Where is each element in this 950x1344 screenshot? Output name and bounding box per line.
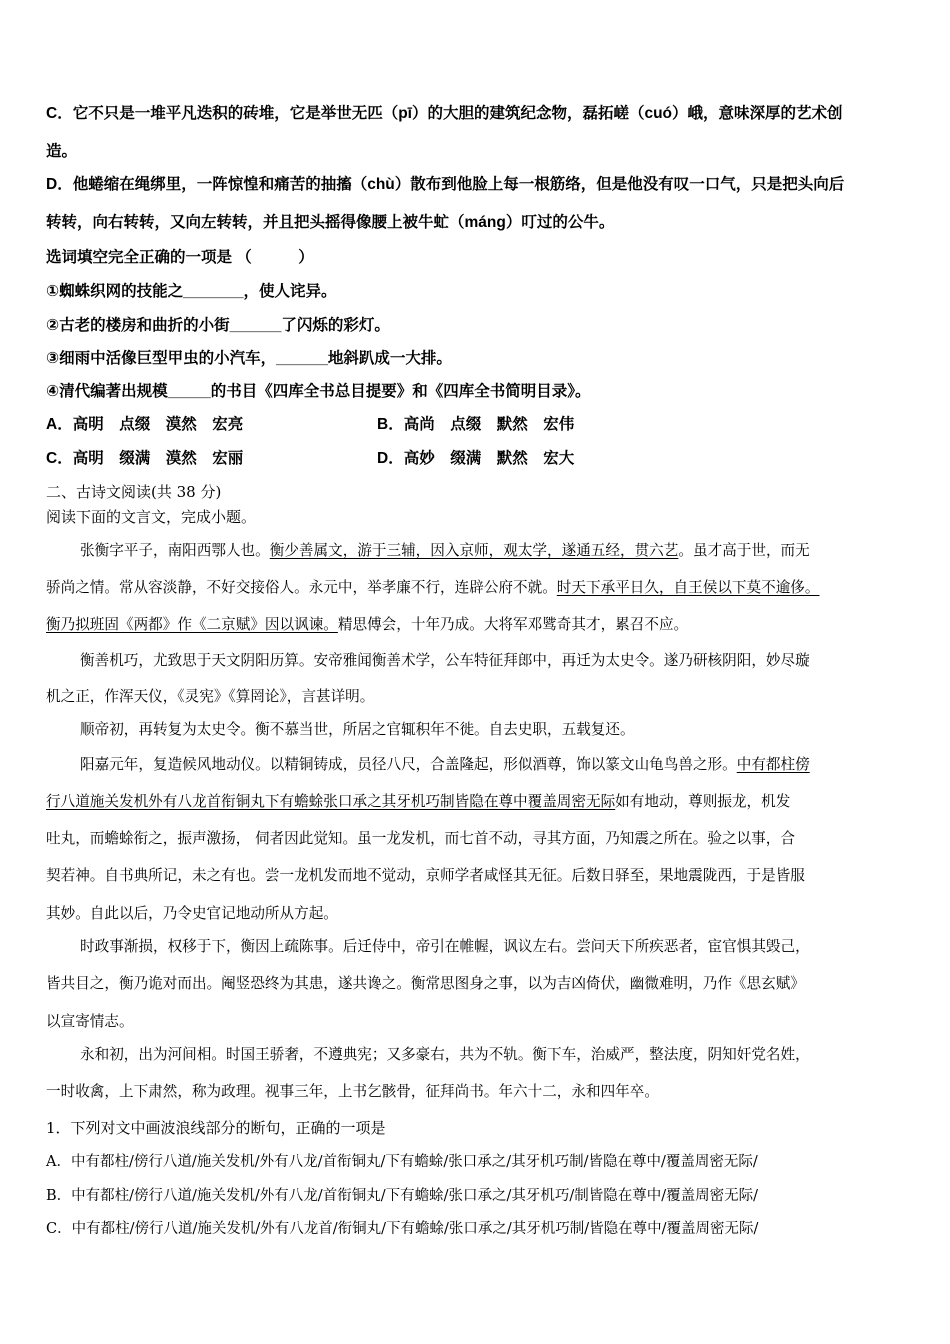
passage-p5-line1: 时政事渐损，权移于下，衡因上疏陈事。后迁侍中，帝引在帷幄，讽议左右。尝问天下所疾恶者，宦官惧其毁己， bbox=[80, 938, 810, 955]
passage-p5-line2: 皆共目之，衡乃诡对而出。阉竖恐终为其患，遂共谗之。衡常思图身之事，以为吉凶倚伏，幽微难明，乃作《思玄赋》 bbox=[46, 975, 805, 992]
passage-p6-line2: 一时收禽，上下肃然，称为政理。视事三年，上书乞骸骨，征拜尚书。年六十二，永和四年卒。 bbox=[46, 1083, 659, 1100]
q4-option-d: D．高妙 缀满 默然 宏大 bbox=[377, 450, 575, 467]
section-title: 二、古诗文阅读(共 38 分) bbox=[46, 483, 222, 501]
passage-p4-line3: 吐丸，而蟾蜍衔之，振声激扬， 伺者因此觉知。虽一龙发机，而七首不动，寻其方面，乃知震之所在。验之以事，合 bbox=[46, 830, 795, 847]
q3-option-d-line2: 转转，向右转转，又向左转转，并且把头摇得像腰上被牛虻（máng）叮过的公牛。 bbox=[46, 214, 615, 231]
q4-item-2: ②古老的楼房和曲折的小街______了闪烁的彩灯。 bbox=[46, 317, 390, 334]
q1-option-a: A．中有都柱/傍行八道/施关发机/外有八龙/首衔铜丸/下有蟾蜍/张口承之/其牙机巧制/皆隐在尊中/覆盖周密无际/ bbox=[46, 1154, 758, 1170]
passage-text: 。虽才高于世，而无 bbox=[678, 542, 810, 559]
q3-option-d-line1: D．他蜷缩在绳绑里，一阵惊惶和痛苦的抽搐（chù）散布到他脸上每一根筋络，但是他没有叹一口气，只是把头向后 bbox=[46, 176, 845, 193]
wavy-underlined-text: 行八道施关发机外有八龙首衔铜丸下有蟾蜍张口承之其牙机巧制皆隐在尊中覆盖周密无际 bbox=[46, 793, 616, 810]
q4-options-row-1 bbox=[46, 412, 920, 434]
underlined-sentence: 衡乃拟班固《两都》作《二京赋》因以讽谏。 bbox=[46, 616, 338, 633]
passage-p4-line2 bbox=[46, 790, 920, 811]
passage-p2-line2: 机之正，作浑天仪，《灵宪》《算罔论》，言甚详明。 bbox=[46, 688, 375, 705]
passage-p4-line5: 其妙。自此以后，乃令史官记地动所从方起。 bbox=[46, 905, 338, 922]
wavy-underlined-text: 中有都柱傍 bbox=[736, 756, 810, 773]
q1-option-c: C．中有都柱/傍行八道/施关发机/外有八龙首/衔铜丸/下有蟾蜍/张口承之/其牙机巧制/皆隐在尊中/覆盖周密无际/ bbox=[46, 1221, 759, 1237]
passage-p5-line3: 以宣寄情志。 bbox=[46, 1013, 134, 1030]
passage-text: 精思傅会，十年乃成。大将军邓骘奇其才，累召不应。 bbox=[337, 616, 689, 633]
q3-option-c-line2: 造。 bbox=[46, 143, 78, 160]
passage-text: 阳嘉元年，复造候风地动仪。以精铜铸成，员径八尺，合盖隆起，形似酒尊，饰以篆文山龟鸟兽之形。 bbox=[80, 756, 737, 773]
q4-stem: 选词填空完全正确的一项是 （ ） bbox=[46, 249, 314, 266]
passage-p6-line1: 永和初，出为河间相。时国王骄奢，不遵典宪；又多豪右，共为不轨。衡下车，治威严，整法度，阴知奸党名姓， bbox=[80, 1046, 810, 1063]
passage-text: 如有地动，尊则振龙，机发 bbox=[615, 793, 791, 810]
q4-options-row-2 bbox=[46, 446, 920, 468]
underlined-sentence: 衡少善属文，游于三辅，因入京师，观太学，遂通五经，贯六艺 bbox=[269, 542, 679, 559]
q4-option-b: B．高尚 点缀 默然 宏伟 bbox=[377, 416, 575, 433]
q3-option-c-line1: C．它不只是一堆平凡迭积的砖堆，它是举世无匹（pī）的大胆的建筑纪念物，磊拓嵯（cuó）峨，意味深厚的艺术创 bbox=[46, 105, 843, 122]
passage-p4-line1 bbox=[80, 753, 920, 774]
q1-option-b: B．中有都柱/傍行八道/施关发机/外有八龙/首衔铜丸/下有蟾蜍/张口承之/其牙机巧/制皆隐在尊中/覆盖周密无际/ bbox=[46, 1188, 759, 1204]
passage-p1-line1 bbox=[80, 539, 920, 560]
passage-p4-line4: 契若神。自书典所记，未之有也。尝一龙机发而地不觉动，京师学者咸怪其无征。后数日驿至，果地震陇西，于是皆服 bbox=[46, 867, 805, 884]
passage-text: 骄尚之情。常从容淡静，不好交接俗人。永元中，举孝廉不行，连辟公府不就。 bbox=[46, 579, 557, 596]
passage-p1-line2 bbox=[46, 576, 920, 597]
underlined-sentence: 时天下承平日久，自王侯以下莫不逾侈。 bbox=[556, 579, 820, 596]
passage-text: 张衡字平子，南阳西鄂人也。 bbox=[80, 542, 270, 559]
q4-item-4: ④清代编著出规模_____的书目《四库全书总目提要》和《四库全书简明目录》。 bbox=[46, 383, 591, 400]
q4-item-1: ①蜘蛛织网的技能之_______，使人诧异。 bbox=[46, 283, 337, 300]
passage-p1-line3 bbox=[46, 613, 920, 634]
passage-p3-line1: 顺帝初，再转复为太史令。衡不慕当世，所居之官辄积年不徙。自去史职，五载复还。 bbox=[80, 721, 635, 738]
q4-item-3: ③细雨中活像巨型甲虫的小汽车，______地斜趴成一大排。 bbox=[46, 350, 452, 367]
passage-p2-line1: 衡善机巧，尤致思于天文阴阳历算。安帝雅闻衡善术学，公车特征拜郎中，再迁为太史令。遂乃研核阴阳，妙尽璇 bbox=[80, 652, 810, 669]
q1-stem: 1．下列对文中画波浪线部分的断句，正确的一项是 bbox=[46, 1119, 386, 1137]
q4-option-a: A．高明 点缀 漠然 宏亮 bbox=[46, 416, 244, 433]
q4-option-c: C．高明 缀满 漠然 宏丽 bbox=[46, 450, 244, 467]
section-instruction: 阅读下面的文言文，完成小题。 bbox=[46, 508, 257, 526]
